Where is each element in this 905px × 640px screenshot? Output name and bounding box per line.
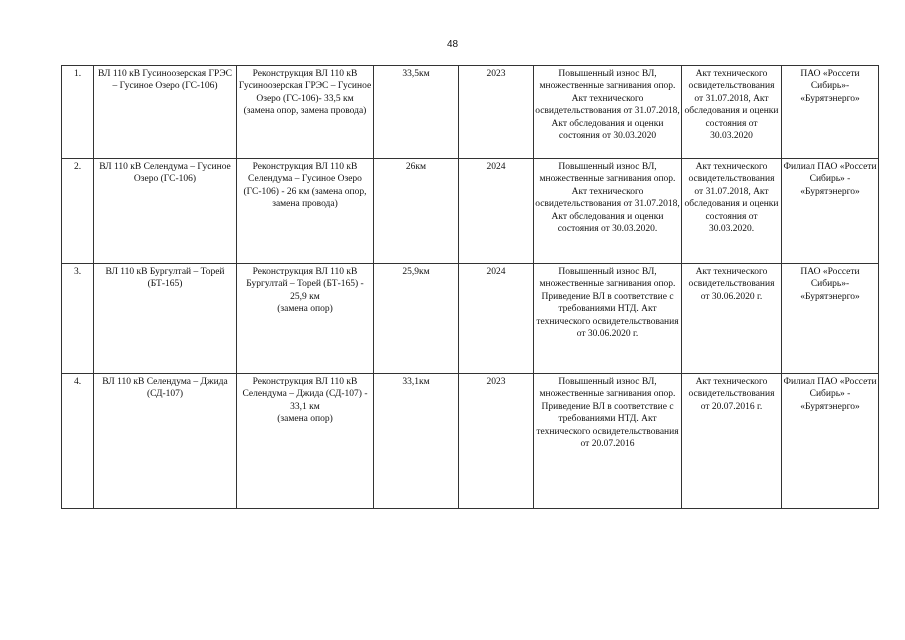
owner-cell [782,66,879,159]
line-name-cell [94,374,237,509]
owner-text: Филиал ПАО «Россети Сибирь» - «Бурятэнерго» [783,162,877,197]
owner-text: ПАО «Россети Сибирь»- «Бурятэнерго» [800,267,860,302]
row-number-cell [62,66,94,159]
work-description: Реконструкция ВЛ 110 кВ Селендума – Джида (СД-107) - 33,1 км (замена опор) [242,377,368,425]
line-name: ВЛ 110 кВ Селендума – Джида (СД-107) [102,377,228,400]
owner-text: Филиал ПАО «Россети Сибирь» - «Бурятэнерго» [783,377,877,412]
document-text: Акт технического освидетельствования от 31.07.2018, Акт обследования и оценки состояния от 30.03.2020 [684,69,779,142]
work-description: Реконструкция ВЛ 110 кВ Гусиноозерская ГРЭС – Гусиное Озеро (ГС-106)- 33,5 км (замена опор, замена провода) [238,69,372,117]
page-number: 48 [446,39,459,50]
table-row [62,159,879,264]
row-number-cell [62,374,94,509]
project-table [61,65,879,509]
table-row [62,374,879,509]
length-cell [374,374,459,509]
year-cell [459,374,534,509]
year-cell [459,66,534,159]
year-value: 2023 [486,377,506,387]
line-name-cell [94,66,237,159]
reason-cell [534,264,682,374]
reason-cell [534,374,682,509]
document-cell [682,66,782,159]
length-value: 25,9км [402,267,430,277]
document-text: Акт технического освидетельствования от 20.07.2016 г. [688,377,775,412]
length-value: 33,5км [402,69,430,79]
reason-cell [534,66,682,159]
row-number: 1. [73,69,82,79]
line-name-cell [94,264,237,374]
line-name-cell [94,159,237,264]
owner-cell [782,264,879,374]
table-row [62,66,879,159]
year-value: 2024 [486,162,506,172]
length-cell [374,66,459,159]
row-number-cell [62,264,94,374]
length-cell [374,159,459,264]
year-cell [459,264,534,374]
reason-text: Повышенный износ ВЛ, множественные загнивания опор. Акт технического освидетельствования от 31.07.2018, Акт обследования и оценки состояния от 30.03.2020. [535,162,680,235]
line-name: ВЛ 110 кВ Селендума – Гусиное Озеро (ГС-106) [99,162,231,185]
row-number: 3. [73,267,82,277]
line-name: ВЛ 110 кВ Бургултай – Торей (БТ-165) [105,267,225,290]
year-value: 2024 [486,267,506,277]
reason-text: Повышенный износ ВЛ, множественные загнивания опор. Приведение ВЛ в соответствие с требованиями НТД. Акт технического освидетельствования от 20.07.2016 [536,377,679,450]
line-name: ВЛ 110 кВ Гусиноозерская ГРЭС – Гусиное Озеро (ГС-106) [98,69,232,92]
table-row [62,264,879,374]
row-number: 4. [73,377,82,387]
owner-cell [782,374,879,509]
document-cell [682,374,782,509]
work-description: Реконструкция ВЛ 110 кВ Бургултай – Торей (БТ-165) - 25,9 км (замена опор) [246,267,364,315]
reason-text: Повышенный износ ВЛ, множественные загнивания опор. Приведение ВЛ в соответствие с требованиями НТД. Акт технического освидетельствования от 30.06.2020 г. [536,267,679,340]
document-text: Акт технического освидетельствования от 30.06.2020 г. [688,267,775,302]
document-cell [682,264,782,374]
length-cell [374,264,459,374]
reason-text: Повышенный износ ВЛ, множественные загнивания опор. Акт технического освидетельствования от 31.07.2018, Акт обследования и оценки состояния от 30.03.2020 [535,69,680,142]
row-number: 2. [73,162,82,172]
work-description-cell [237,374,374,509]
year-value: 2023 [486,69,506,79]
length-value: 33,1км [402,377,430,387]
work-description-cell [237,66,374,159]
owner-text: ПАО «Россети Сибирь»- «Бурятэнерго» [800,69,860,104]
reason-cell [534,159,682,264]
row-number-cell [62,159,94,264]
work-description: Реконструкция ВЛ 110 кВ Селендума – Гусиное Озеро (ГС-106) - 26 км (замена опор, замена провода) [243,162,367,210]
length-value: 26км [405,162,427,172]
work-description-cell [237,159,374,264]
owner-cell [782,159,879,264]
document-text: Акт технического освидетельствования от 31.07.2018, Акт обследования и оценки состояния от 30.03.2020. [684,162,779,235]
year-cell [459,159,534,264]
work-description-cell [237,264,374,374]
document-cell [682,159,782,264]
